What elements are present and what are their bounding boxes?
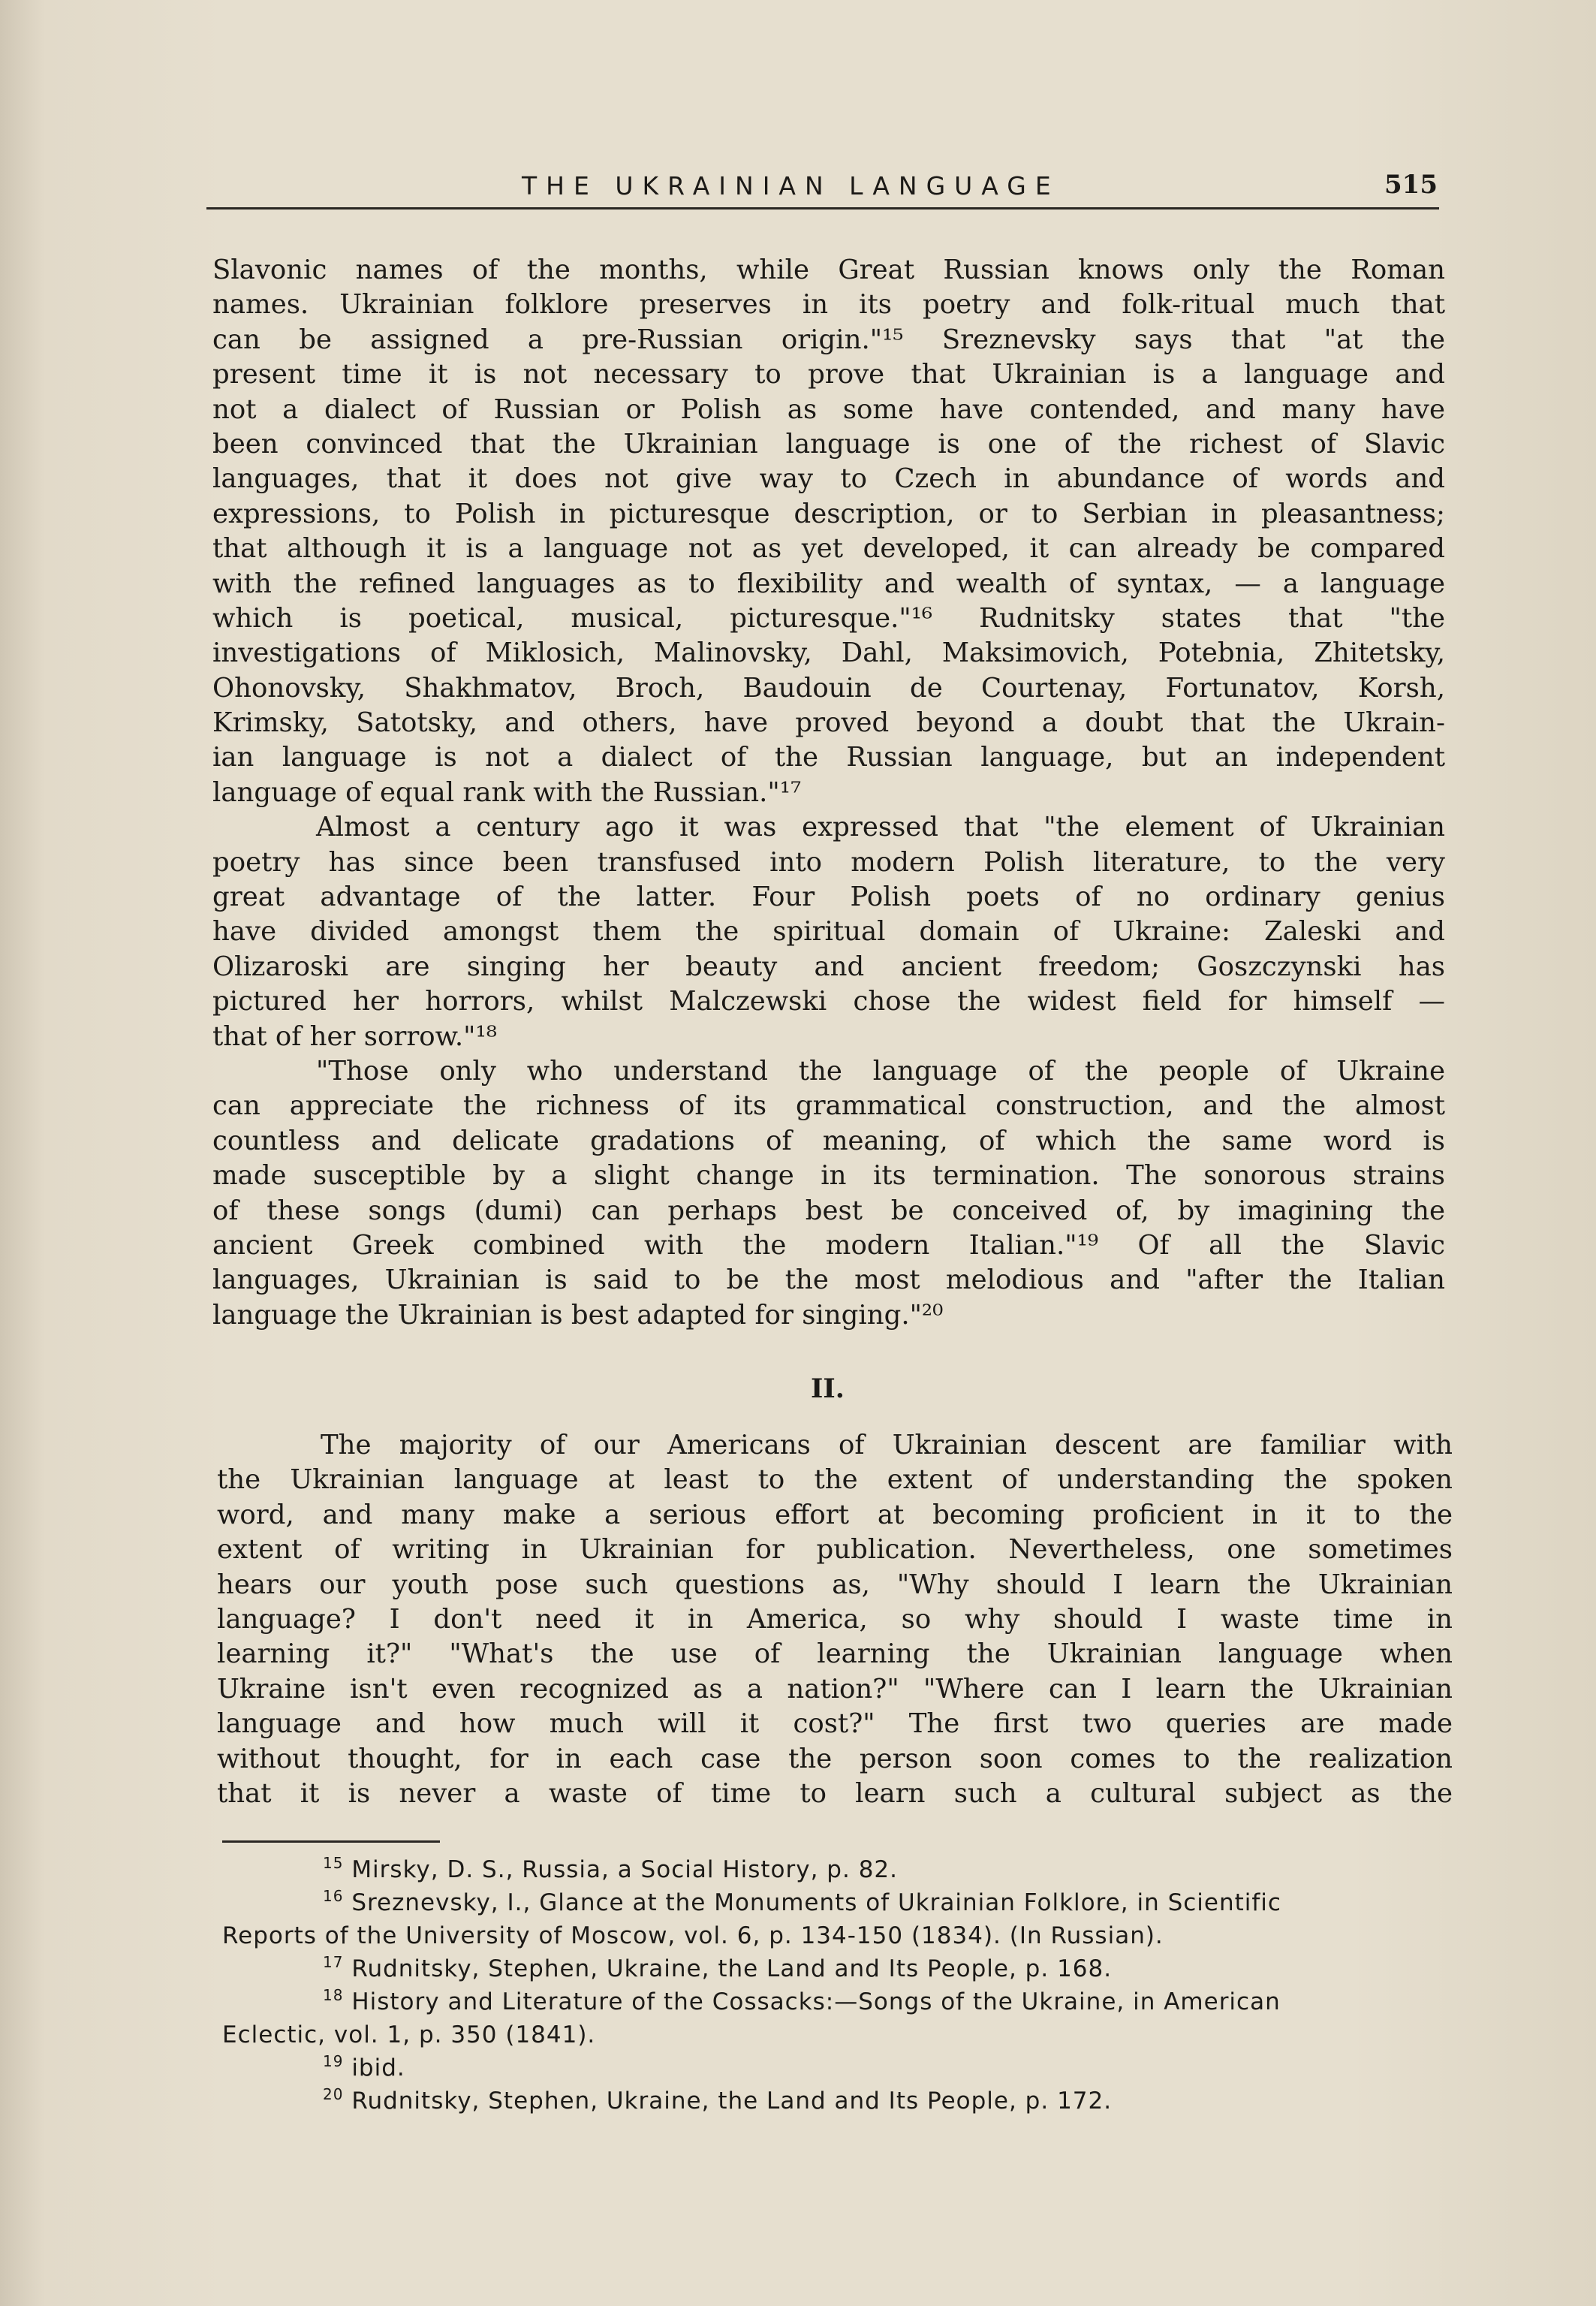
- text-line: of these songs (dumi) can perhaps best be conceived of, by imagining the: [212, 1195, 1445, 1226]
- text-line: ancient Greek combined with the modern Italian."¹⁹ Of all the Slavic: [212, 1229, 1445, 1261]
- header-rule: [206, 207, 1439, 209]
- text-line: that of her sorrow."¹⁸: [212, 1020, 497, 1052]
- text-line: have divided amongst them the spiritual domain of Ukraine: Zaleski and: [212, 916, 1445, 948]
- text-line: language of equal rank with the Russian."¹⁷: [212, 776, 802, 808]
- footnote-20: [222, 2084, 1453, 2118]
- text-line: extent of writing in Ukrainian for publication. Nevertheless, one sometimes: [217, 1534, 1453, 1566]
- text-line: The majority of our Americans of Ukrainian descent are familiar with: [321, 1430, 1453, 1460]
- footnote-19: [222, 2051, 1453, 2084]
- footnote-number: 18: [323, 1986, 344, 2004]
- text-line: "Those only who understand the language of the people of Ukraine: [316, 1055, 1445, 1087]
- footnote-rule: [222, 1840, 440, 1843]
- text-line: Ukraine isn't even recognized as a nation?" "Where can I learn the Ukrainian: [217, 1673, 1453, 1705]
- page-header: [206, 167, 1438, 204]
- footnote-18: [222, 1985, 1453, 2018]
- footnote-text: Mirsky, D. S., Russia, a Social History, p. 82.: [351, 1856, 898, 1883]
- footnote-text: ibid.: [351, 2054, 405, 2081]
- text-line: that although it is a language not as yet developed, it can already be compared: [212, 533, 1445, 565]
- footnote-text: Sreznevsky, I., Glance at the Monuments of Ukrainian Folklore, in Scientific: [351, 1889, 1281, 1916]
- text-line: Olizaroski are singing her beauty and ancient freedom; Goszczynski has: [212, 951, 1445, 982]
- text-line: languages, that it does not give way to Czech in abundance of words and: [212, 463, 1445, 495]
- text-line: Slavonic names of the months, while Great Russian knows only the Roman: [212, 255, 1445, 285]
- text-line: the Ukrainian language at least to the extent of understanding the spoken: [217, 1464, 1453, 1496]
- main-text: [212, 253, 1445, 1333]
- text-line: investigations of Miklosich, Malinovsky, Dahl, Maksimovich, Potebnia, Zhitetsky,: [212, 638, 1445, 669]
- text-line: with the refined languages as to flexibility and wealth of syntax, — a language: [212, 568, 1445, 599]
- text-line: made susceptible by a slight change in its termination. The sonorous strains: [212, 1160, 1445, 1192]
- footnote-16: [222, 1886, 1453, 1919]
- footnotes: [222, 1853, 1453, 2118]
- text-line: without thought, for in each case the person soon comes to the realization: [217, 1743, 1453, 1774]
- text-line: word, and many make a serious effort at becoming proficient in it to the: [217, 1499, 1453, 1530]
- text-line: countless and delicate gradations of meaning, of which the same word is: [212, 1125, 1445, 1156]
- text-line: learning it?" "What's the use of learning the Ukrainian language when: [217, 1638, 1453, 1670]
- text-line: language the Ukrainian is best adapted for singing."²⁰: [212, 1299, 944, 1331]
- text-line: that it is never a waste of time to learn such a cultural subject as the: [217, 1777, 1453, 1809]
- text-line: Krimsky, Satotsky, and others, have proved beyond a doubt that the Ukrain-: [212, 707, 1445, 739]
- running-title: THE UKRAINIAN LANGUAGE: [522, 171, 1060, 200]
- text-line: names. Ukrainian folklore preserves in its poetry and folk-ritual much that: [212, 289, 1445, 321]
- paragraph-1: [212, 253, 1445, 810]
- footnote-17: [222, 1952, 1453, 1985]
- text-line: hears our youth pose such questions as, "Why should I learn the Ukrainian: [217, 1569, 1453, 1600]
- footnote-number: 20: [323, 2085, 344, 2103]
- footnote-number: 16: [323, 1887, 344, 1905]
- text-line: which is poetical, musical, picturesque."¹⁶ Rudnitsky states that "the: [212, 602, 1445, 634]
- footnote-number: 17: [323, 1953, 344, 1971]
- text-line: not a dialect of Russian or Polish as some have contended, and many have: [212, 393, 1445, 425]
- section-2-text: [217, 1428, 1453, 1811]
- text-line: Almost a century ago it was expressed that "the element of Ukrainian: [316, 812, 1445, 843]
- text-line: expressions, to Polish in picturesque description, or to Serbian in pleasantness;: [212, 498, 1445, 529]
- text-line: Ohonovsky, Shakhmatov, Broch, Baudouin de Courtenay, Fortunatov, Korsh,: [212, 672, 1445, 704]
- text-line: pictured her horrors, whilst Malczewski chose the widest field for himself —: [212, 986, 1445, 1017]
- footnote-16-cont: Reports of the University of Moscow, vol. 6, p. 134-150 (1834). (In Russian).: [222, 1922, 1164, 1949]
- footnote-text: Rudnitsky, Stephen, Ukraine, the Land and Its People, p. 168.: [351, 1955, 1113, 1982]
- text-line: languages, Ukrainian is said to be the most melodious and "after the Italian: [212, 1265, 1445, 1296]
- text-line: ian language is not a dialect of the Russian language, but an independent: [212, 742, 1445, 773]
- text-line: been convinced that the Ukrainian language is one of the richest of Slavic: [212, 428, 1445, 460]
- text-line: great advantage of the latter. Four Polish poets of no ordinary genius: [212, 882, 1445, 913]
- text-line: poetry has since been transfused into modern Polish literature, to the very: [212, 846, 1445, 878]
- footnote-18-cont: Eclectic, vol. 1, p. 350 (1841).: [222, 2021, 596, 2048]
- footnote-text: History and Literature of the Cossacks:—Songs of the Ukraine, in American: [351, 1988, 1281, 2015]
- paragraph-3: [212, 1054, 1445, 1333]
- footnote-number: 15: [323, 1854, 344, 1872]
- footnote-number: 19: [323, 2052, 344, 2070]
- text-line: can appreciate the richness of its grammatical construction, and the almost: [212, 1090, 1445, 1122]
- paragraph-2: [212, 810, 1445, 1054]
- text-line: language? I don't need it in America, so why should I waste time in: [217, 1603, 1453, 1635]
- footnote-text: Rudnitsky, Stephen, Ukraine, the Land and Its People, p. 172.: [351, 2087, 1113, 2115]
- page-number: 515: [1384, 170, 1438, 200]
- section-number: II.: [811, 1373, 845, 1404]
- text-line: can be assigned a pre-Russian origin."¹⁵ Sreznevsky says that "at the: [212, 324, 1445, 355]
- text-line: present time it is not necessary to prove that Ukrainian is a language and: [212, 359, 1445, 390]
- footnote-15: [222, 1853, 1453, 1886]
- text-line: language and how much will it cost?" The first two queries are made: [217, 1708, 1453, 1740]
